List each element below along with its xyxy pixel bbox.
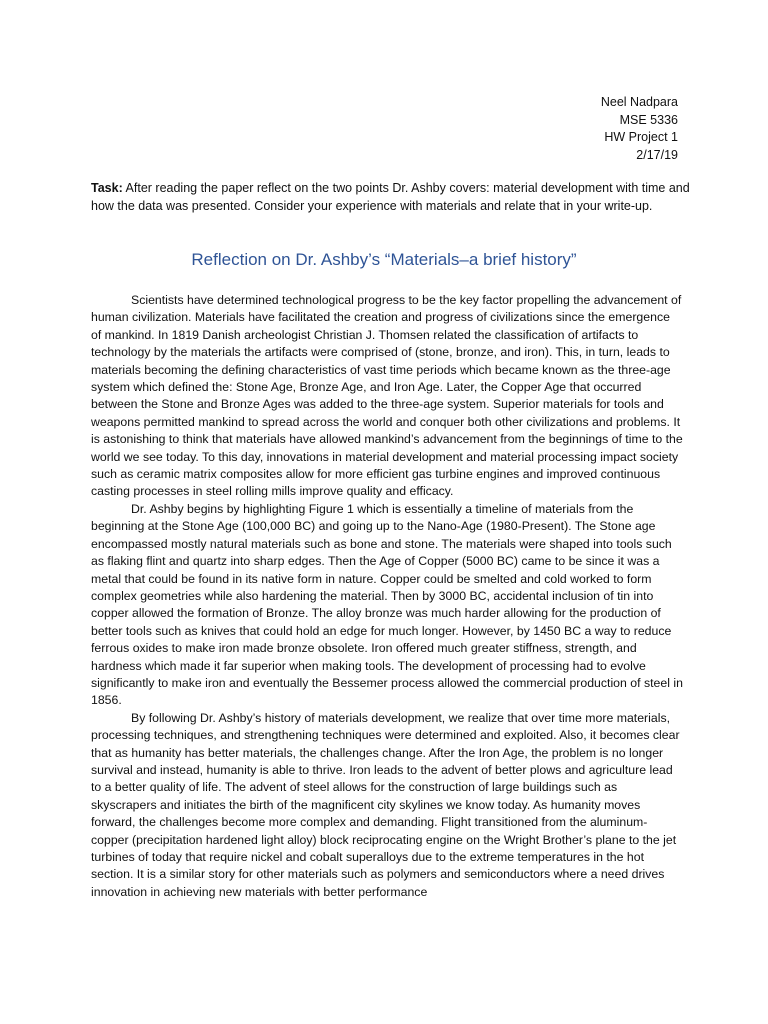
paragraph-2: Dr. Ashby begins by highlighting Figure 1 which is essentially a timeline of materials from the beginning at the Stone Age (100,000 BC) and going up to the Nano-Age (1980-Present). The Stone age encompassed mostly natural materials such as bone and stone. The materials were shaped into tools such as flaking flint and quartz into sharp edges. Then the Age of Copper (5000 BC) came to be since it was a metal that could be found in its native form in nature. Copper could be smelted and cold worked to form complex geometries while also hardening the material. Then by 3000 BC, accidental inclusion of tin into copper allowed the formation of Bronze. The alloy bronze was much harder allowing for the production of better tools such as knives that could hold an edge for much longer. However, by 1450 BC a way to reduce ferrous oxides to make iron made bronze obsolete. Iron offered much greater stiffness, strength, and hardness which made it far superior when making tools. The development of processing had to evolve significantly to make iron and eventually the Bessemer process allowed the commercial production of steel in 1856. — [91, 501, 683, 708]
task-statement — [91, 180, 691, 215]
document-title: Reflection on Dr. Ashby’s “Materials–a brief history” — [191, 250, 577, 269]
task-label: Task: — [91, 181, 123, 195]
assignment-name: HW Project 1 — [604, 130, 678, 144]
paragraph-3: By following Dr. Ashby’s history of materials development, we realize that over time more materials, processing techniques, and strengthening techniques were determined and exploited. Also, it becomes clear that as humanity has better materials, the challenges change. After the Iron Age, the problem is no longer survival and instead, humanity is able to thrive. Iron leads to the advent of better plows and agriculture lead to a better quality of life. The advent of steel allows for the construction of large buildings such as skyscrapers and initiates the birth of the magnificent city skylines we know today. As humanity moves forward, the challenges become more complex and demanding. Flight transitioned from the aluminum-copper (precipitation hardened light alloy) block reciprocating engine on the Wright Brother’s plane to the jet turbines of today that require nickel and cobalt superalloys due to the extreme temperatures in the hot section. It is a similar story for other materials such as polymers and semiconductors where a need drives innovation in achieving new materials with better performance — [91, 710, 680, 899]
submission-date: 2/17/19 — [636, 147, 678, 162]
essay-body — [91, 292, 683, 901]
task-text: After reading the paper reflect on the two points Dr. Ashby covers: material development with time and how the data was presented. Consider your experience with materials and relate that in your write-up. — [91, 181, 690, 213]
paragraph-1: Scientists have determined technological progress to be the key factor propelling the advancement of human civilization. Materials have facilitated the creation and progress of civilizations since the emergence of mankind. In 1819 Danish archeologist Christian J. Thomsen related the classification of artifacts to technology by the materials the artifacts were comprised of (stone, bronze, and iron). This, in turn, leads to materials becoming the defining characteristics of vast time periods which became known as the three-age system which defined the: Stone Age, Bronze Age, and Iron Age. Later, the Copper Age that occurred between the Stone and Bronze Ages was added to the three-age system. Superior materials for tools and weapons permitted mankind to spread across the world and conquer both other civilizations and problems. It is astonishing to think that materials have allowed mankind’s advancement from the beginnings of time to the world we see today. To this day, innovations in material development and material processing impact society such as ceramic matrix composites allow for more efficient gas turbine engines and improved continuous casting processes in steel rolling mills improve quality and efficacy. — [91, 293, 683, 499]
author-name: Neel Nadpara — [600, 95, 678, 109]
course-code: MSE 5336 — [619, 112, 678, 127]
author-header — [601, 94, 678, 164]
